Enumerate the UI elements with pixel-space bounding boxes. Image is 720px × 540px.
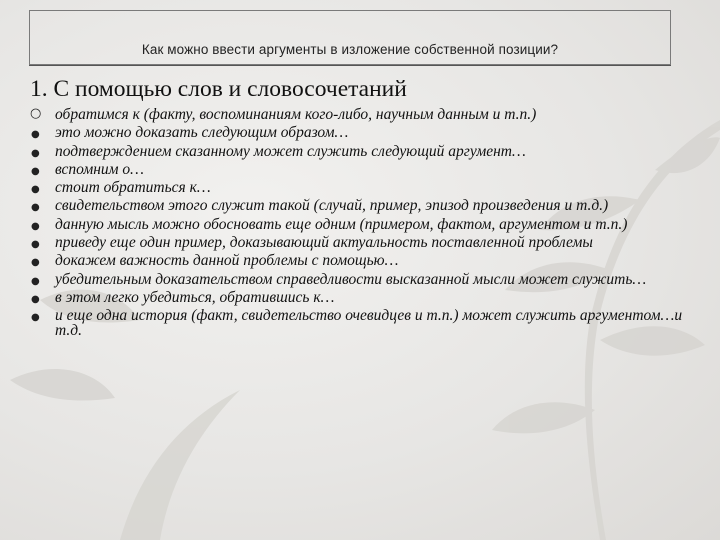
- list-item-text: вспомним о…: [55, 160, 144, 178]
- filled-dot-bullet-icon: ●: [31, 147, 40, 159]
- filled-dot-bullet-icon: ●: [31, 202, 40, 214]
- filled-dot-bullet-icon: ●: [31, 312, 40, 324]
- filled-dot-bullet-icon: ●: [31, 293, 40, 305]
- list-item: [30, 181, 690, 196]
- filled-dot-bullet-icon: ●: [31, 257, 40, 269]
- list-item: [30, 160, 690, 178]
- header-divider: [29, 65, 671, 66]
- phrase-list: [30, 108, 690, 342]
- list-item: [30, 142, 690, 160]
- list-item: [30, 309, 690, 339]
- filled-dot-bullet-icon: ●: [31, 239, 40, 251]
- page-title: Как можно ввести аргументы в изложение собственной позиции?: [141, 42, 559, 57]
- filled-dot-bullet-icon: ●: [31, 165, 40, 177]
- list-item-text: обратимся к (факту, воспоминаниям кого-либо, научным данным и т.п.): [55, 106, 537, 123]
- filled-dot-bullet-icon: ●: [31, 184, 40, 196]
- list-item-text: свидетельством этого служит такой (случай, пример, эпизод произведения и т.д.): [55, 197, 609, 215]
- list-item: [30, 236, 690, 251]
- hollow-circle-bullet-icon: ○: [30, 106, 42, 121]
- list-item: [30, 270, 690, 288]
- list-item-text: докажем важность данной проблемы с помощью…: [55, 252, 399, 270]
- list-item-text: приведу еще один пример, доказывающий актуальность поставленной проблемы: [55, 234, 593, 252]
- section-title: 1. С помощью слов и словосочетаний: [30, 76, 407, 102]
- list-item-text: убедительным доказательством справедливости высказанной мысли может служить…: [55, 270, 647, 288]
- list-item: [30, 199, 690, 214]
- list-item-text: и еще одна история (факт, свидетельство очевидцев и т.п.) может служить аргументом…и т.д.: [55, 307, 683, 340]
- list-item: [30, 254, 690, 269]
- list-item: [30, 215, 690, 233]
- list-item-text: стоит обратиться к…: [55, 179, 211, 197]
- list-item-text: подтверждением сказанному может служить следующий аргумент…: [55, 142, 526, 160]
- filled-dot-bullet-icon: ●: [31, 220, 40, 232]
- list-item: [30, 288, 690, 306]
- list-item-text: это можно доказать следующим образом…: [55, 124, 349, 142]
- list-item-text: данную мысль можно обосновать еще одним (примером, фактом, аргументом и т.п.): [55, 215, 628, 233]
- list-item: [30, 126, 690, 141]
- filled-dot-bullet-icon: ●: [31, 275, 40, 287]
- list-item: [30, 108, 690, 123]
- filled-dot-bullet-icon: ●: [31, 129, 40, 141]
- list-item-text: в этом легко убедиться, обратившись к…: [55, 288, 335, 306]
